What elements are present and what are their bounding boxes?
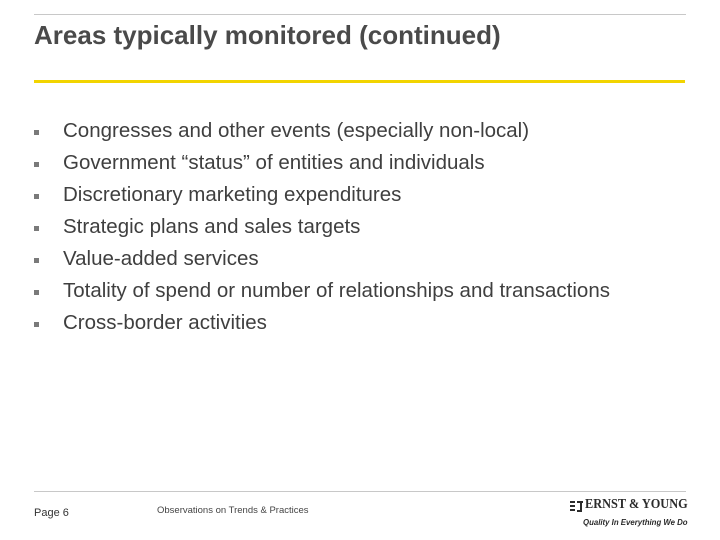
square-bullet-icon — [34, 277, 63, 305]
logo-tagline: Quality In Everything We Do — [583, 517, 688, 527]
bullet-item — [34, 245, 664, 273]
footer-title: Observations on Trends & Practices — [157, 505, 309, 516]
bullet-item — [34, 149, 664, 177]
bullet-text: Government “status” of entities and individuals — [63, 151, 485, 174]
logo-mark-icon — [569, 500, 585, 514]
slide-title: Areas typically monitored (continued) — [34, 20, 501, 50]
bullet-item — [34, 309, 664, 337]
bullet-text: Congresses and other events (especially non-local) — [63, 119, 530, 142]
square-bullet-icon — [34, 309, 63, 337]
bullet-item — [34, 181, 664, 209]
title-accent-line — [34, 80, 685, 83]
bullet-list — [34, 117, 664, 341]
bullet-item — [34, 117, 664, 145]
square-bullet-icon — [34, 117, 63, 145]
bullet-text: Strategic plans and sales targets — [63, 215, 361, 238]
square-bullet-icon — [34, 213, 63, 241]
page-number: Page 6 — [34, 507, 69, 519]
square-bullet-icon — [34, 149, 63, 177]
company-logo — [569, 497, 687, 531]
bullet-text: Value-added services — [63, 247, 259, 270]
bullet-text: Cross-border activities — [63, 311, 267, 334]
bullet-text: Discretionary marketing expenditures — [63, 183, 402, 206]
square-bullet-icon — [34, 245, 63, 273]
bullet-text: Totality of spend or number of relationships and transactions — [63, 279, 610, 302]
bullet-item — [34, 213, 664, 241]
footer-divider — [34, 491, 686, 492]
square-bullet-icon — [34, 181, 63, 209]
bullet-item — [34, 277, 664, 305]
logo-name: ERNST & YOUNG — [585, 497, 688, 512]
